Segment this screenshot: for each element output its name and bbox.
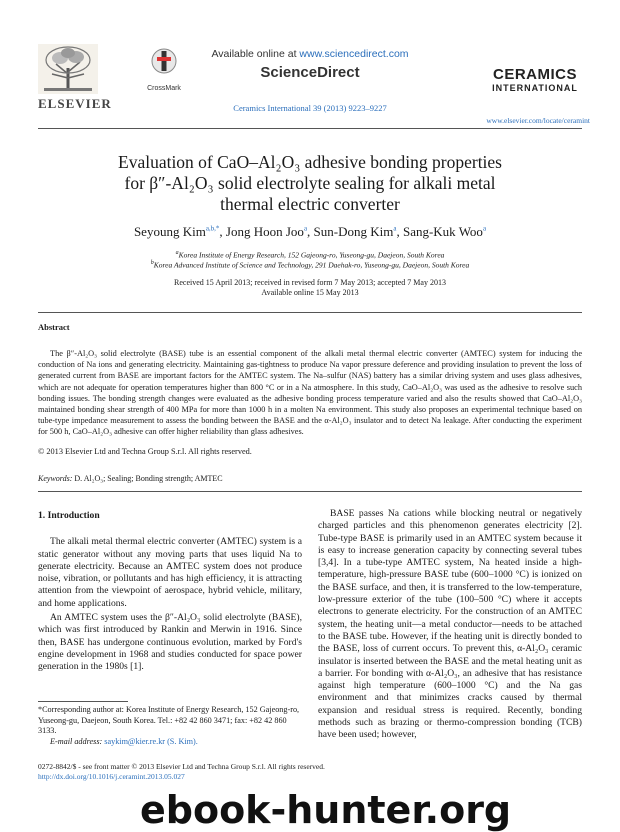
watermark-text: ebook-hunter.org xyxy=(140,788,512,832)
journal-logo-line2: INTERNATIONAL xyxy=(492,83,578,93)
abstract-heading: Abstract xyxy=(38,322,70,332)
affiliation-text: Korea Institute of Energy Research, 152 Gajeong-ro, Yuseong-gu, Daejeon, South Korea xyxy=(178,250,445,260)
crossmark-badge[interactable] xyxy=(144,48,184,92)
author-separator: , xyxy=(219,224,226,239)
title-line-1: Evaluation of CaO–Al₂O₃ adhesive bonding properties xyxy=(118,152,502,172)
platform-name: ScienceDirect xyxy=(260,64,360,81)
publisher-logo-text: ELSEVIER xyxy=(38,96,112,111)
received-dates: Received 15 April 2013; received in revised form 7 May 2013; accepted 7 May 2013 xyxy=(174,278,446,287)
author-name[interactable]: Seyoung Kim xyxy=(133,224,206,239)
elsevier-tree-logo xyxy=(38,44,98,94)
affiliation-b xyxy=(60,260,560,270)
author-name[interactable]: Jong Hoon Joo xyxy=(225,224,304,239)
footnote-rule xyxy=(38,701,128,702)
article-title xyxy=(60,152,560,215)
abstract-top-rule xyxy=(38,312,582,313)
title-line-2: for β″-Al₂O₃ solid electrolyte sealing for alkali metal xyxy=(124,173,496,193)
footnote-address: *Corresponding author at: Korea Institute of Energy Research, 152 Gajeong-ro, Yuseong-gu, Daejeon, South Korea. Tel.: +82 42 860 3471; fax: +82 42 860 3133. xyxy=(38,705,300,735)
header-rule xyxy=(38,128,582,129)
author-sup[interactable]: a xyxy=(482,224,487,233)
issn-block xyxy=(38,762,378,782)
author-list xyxy=(60,224,560,240)
author-name[interactable]: Sun-Dong Kim xyxy=(313,224,394,239)
issn-line: 0272-8842/$ - see front matter © 2013 Elsevier Ltd and Techna Group S.r.l. All rights reserved. xyxy=(38,762,325,771)
author-sup[interactable]: a xyxy=(393,224,397,233)
affiliation-a xyxy=(60,250,560,260)
body-column-right xyxy=(318,508,582,742)
keywords xyxy=(38,474,223,483)
crossmark-icon xyxy=(151,48,177,78)
journal-logo-line1: CERAMICS xyxy=(492,66,577,83)
corresponding-author-footnote xyxy=(38,705,302,747)
journal-logo xyxy=(480,66,590,93)
email-label: E-mail address: xyxy=(50,736,103,746)
online-date: Available online 15 May 2013 xyxy=(261,288,359,297)
journal-url[interactable]: www.elsevier.com/locate/ceramint xyxy=(486,116,590,125)
body-column-left xyxy=(38,510,302,674)
keywords-values: D. Al₂O₃; Sealing; Bonding strength; AMTEC xyxy=(74,474,223,483)
footnote-email-line xyxy=(38,737,302,748)
sciencedirect-link[interactable]: www.sciencedirect.com xyxy=(299,48,409,60)
section-heading: 1. Introduction xyxy=(38,510,100,521)
author-separator: , xyxy=(396,224,403,239)
journal-reference[interactable]: Ceramics International 39 (2013) 9223–9227 xyxy=(233,103,387,113)
doi-link[interactable]: http://dx.doi.org/10.1016/j.ceramint.2013.05.027 xyxy=(38,772,185,781)
intro-paragraph-2: An AMTEC system uses the β″-Al₂O₃ solid electrolyte (BASE), which was first introduced by Rankin and Merwin in 1916. Since then, BASE has undergone continuous evolution, marked by Ford's engine development in 1968 and studies conducted for space power generation in the 1980s [1]. xyxy=(38,612,302,673)
intro-paragraph-1: The alkali metal thermal electric converter (AMTEC) system is a static generator without any moving parts that uses liquid Na to generate electricity. Because an AMTEC system does not produce noise, vibration, or pollutants and has high efficiency, it is attracting attention from the viewpoint of aerospace, hybrid vehicle, military, and home applications. xyxy=(38,536,302,609)
affiliation-text: Korea Advanced Institute of Science and Technology, 291 Daehak-ro, Yuseong-gu, Daejeon, South Korea xyxy=(153,260,470,270)
title-line-3: thermal electric converter xyxy=(220,194,400,214)
author-sup[interactable]: a xyxy=(303,224,308,233)
copyright-line: © 2013 Elsevier Ltd and Techna Group S.r.l. All rights reserved. xyxy=(38,447,252,456)
email-link[interactable]: saykim@kier.re.kr (S. Kim). xyxy=(104,736,198,746)
crossmark-label: CrossMark xyxy=(147,85,181,92)
available-prefix: Available online at xyxy=(211,48,297,60)
author-name[interactable]: Sang-Kuk Woo xyxy=(402,224,483,239)
author-sup[interactable]: a,b,* xyxy=(205,224,220,233)
abstract-bottom-rule xyxy=(38,491,582,492)
affiliation-sup: b xyxy=(150,260,154,266)
keywords-label: Keywords: xyxy=(38,474,73,483)
abstract-text: The β″-Al₂O₃ solid electrolyte (BASE) tube is an essential component of the alkali metal thermal electric converter (AMTEC) system for inducing the conduction of Na ions and generating electricity. Maintaining gas-tightness to produce Na vapor pressure deference and providing insulation to prevent the loss of generated current from BASE are important factors for the AMTEC system. The Na–sulfur (NAS) battery has a similar driving system and uses glass adhesives, which are not adequate for operation temperatures higher than 800 °C or in a Na atmosphere. In this study, CaO–Al₂O₃ was used as the adhesive to resolve such bonding issues. The bonding strength changes were evaluated as the adhesive bonding process temperature varied and also the results showed that CaO–Al₂O₃ maintained bonding shear strength of 400 MPa for more than 1000 h in a molten Na environment. This study also proposes an experimental technique based on tube-type impedance measurement to assess the bonding between the BASE and the α-Al₂O₃ insulator and to detect Na leakage. After conducting the experiment for 500 h, CaO–Al₂O₃ adhesive can offer higher reliability than glass adhesives. xyxy=(38,349,582,437)
author-separator: , xyxy=(307,224,314,239)
intro-paragraph-3: BASE passes Na cations while blocking neutral or negatively charged particles and this phenomenon generates electricity [2]. Tube-type BASE is primarily used in an AMTEC system because it is easy to increase generation capacity by connecting several tubes [3,4]. In a tube-type AMTEC system, Na heated inside a high-temperature, high-pressure BASE tube (600–1000 °C) is ionized on the BASE surface, and then, it is transferred to the low-temperature, low-pressure exterior of the tube (100–500 °C) where it accepts electrons to generate electricity. For the construction of an AMTEC system, the heating unit—a metal conductor—needs to be attached to the BASE tube. However, if the heating unit is directly bonded to the BASE, loss of current occurs. To prevent this, α-Al₂O₃ ceramic insulator is inserted between the BASE and the metal heating unit as a barrier. For bonding with α-Al₂O₃, an adhesive that has resistance against high temperature (600–1000 °C) and the Na gas environment and that minimizes cracks caused by thermal expansion and residual stress is required. Recently, bonding methods such as brazing or thermo-compression bonding (TCB) have been used; however, xyxy=(318,508,582,741)
affiliation-sup: a xyxy=(175,250,179,256)
available-online xyxy=(200,48,420,60)
